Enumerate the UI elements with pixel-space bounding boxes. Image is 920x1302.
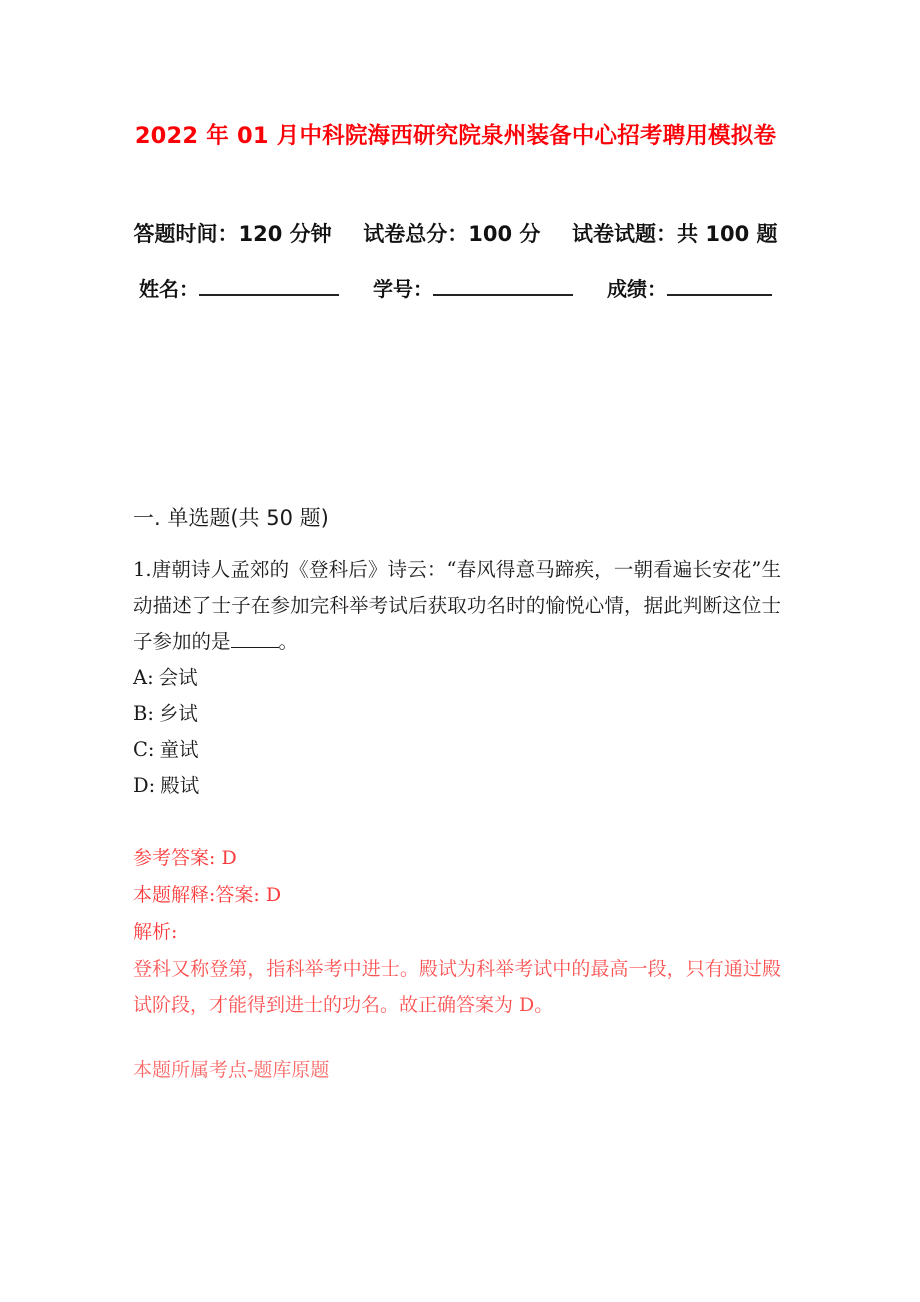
section-heading: 一. 单选题(共 50 题) — [133, 506, 329, 530]
option-b-label: 乡试 — [158, 702, 198, 725]
option-d-label: 殿试 — [160, 774, 200, 797]
reference-answer: 参考答案: D — [133, 847, 237, 869]
option-a[interactable] — [133, 660, 781, 696]
option-a-label: 会试 — [158, 666, 198, 689]
option-c-key: C: — [133, 738, 155, 761]
score-label: 成绩： — [607, 277, 667, 301]
identity-line — [133, 266, 778, 313]
option-a-key: A: — [133, 666, 154, 689]
question-stem-text: 唐朝诗人孟郊的《登科后》诗云：“春风得意马蹄疾，一朝看遍长安花”生动描述了士子在参加完科举考试后获取功名时的愉悦心情，据此判断这位士子参加的是 — [133, 558, 781, 653]
explanation-answer: 本题解释:答案: D — [133, 884, 282, 906]
option-c[interactable] — [133, 732, 781, 768]
page-title: 2022 年 01 月中科院海西研究院泉州装备中心招考聘用模拟卷 — [134, 123, 777, 149]
option-d[interactable] — [133, 768, 781, 804]
total-score-label: 试卷总分：100 分 — [363, 222, 541, 246]
question-inline-blank[interactable] — [231, 630, 279, 648]
answer-time-label: 答题时间：120 分钟 — [133, 222, 332, 246]
name-blank-field[interactable] — [199, 278, 339, 296]
score-blank-field[interactable] — [667, 278, 772, 296]
question-stem — [133, 552, 781, 660]
option-b[interactable] — [133, 696, 781, 732]
analysis-label: 解析: — [133, 921, 178, 943]
question-stem-tail: 。 — [278, 630, 299, 653]
name-label: 姓名： — [139, 277, 199, 301]
question-number: 1. — [133, 558, 152, 581]
option-b-key: B: — [133, 702, 154, 725]
analysis-text: 登科又称登第，指科举考中进士。殿试为科举考试中的最高一段，只有通过殿试阶段，才能得到进士的功名。故正确答案为 D。 — [133, 958, 781, 1016]
exam-meta-line — [133, 218, 778, 248]
question-source-footnote: 本题所属考点-题库原题 — [133, 1059, 330, 1081]
answer-block — [133, 840, 781, 1023]
question-count-label: 试卷试题：共 100 题 — [572, 222, 778, 246]
option-c-label: 童试 — [159, 738, 199, 761]
option-d-key: D: — [133, 774, 156, 797]
student-id-blank-field[interactable] — [433, 278, 573, 296]
question-block — [133, 552, 781, 804]
student-id-label: 学号： — [373, 277, 433, 301]
